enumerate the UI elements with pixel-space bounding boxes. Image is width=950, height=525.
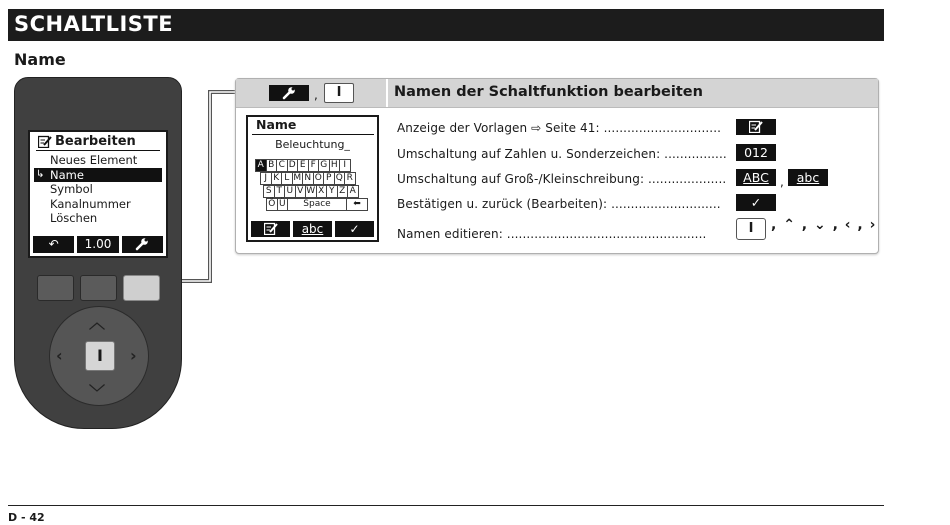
keyboard-row: [255, 159, 350, 172]
dpad-left-icon[interactable]: ‹: [56, 346, 63, 365]
keyboard-key[interactable]: T: [274, 185, 286, 198]
menu-item-symbol[interactable]: Symbol: [50, 182, 93, 196]
keyboard-key[interactable]: Z: [337, 185, 349, 198]
dpad-right-icon[interactable]: ›: [130, 346, 137, 365]
badge-separator: ,: [780, 175, 784, 189]
softkey-wrench[interactable]: [122, 236, 163, 253]
keyboard-key[interactable]: P: [323, 172, 335, 185]
menu-item-name-label: Name: [50, 167, 84, 182]
panel-header-keys: [236, 79, 388, 107]
panel-header: [236, 79, 878, 108]
keyboard-key[interactable]: Y: [326, 185, 338, 198]
wrench-icon: [282, 86, 296, 100]
info-panel: [235, 78, 879, 254]
menu-item-delete[interactable]: Löschen: [50, 211, 98, 225]
wrench-icon: [135, 237, 149, 251]
badge-i-key: I: [736, 218, 766, 240]
keyboard-key[interactable]: V: [295, 185, 307, 198]
name-entry-value[interactable]: Beleuchtung_: [275, 138, 350, 151]
keyboard-key[interactable]: G: [318, 159, 330, 172]
menu-item-new-element[interactable]: Neues Element: [50, 153, 138, 167]
keyboard-key[interactable]: C: [276, 159, 288, 172]
footer-line: [8, 505, 884, 506]
badge-confirm: ✓: [736, 194, 776, 211]
keyboard-space-key[interactable]: Space: [287, 198, 347, 211]
dpad-up-icon[interactable]: ︿: [89, 313, 106, 332]
hardware-button-right[interactable]: [123, 275, 160, 301]
info-row-edit: Namen editieren: ...................................................: [397, 227, 707, 241]
edit-icon: [38, 135, 52, 148]
keyboard-key[interactable]: B: [266, 159, 278, 172]
keyboard-key[interactable]: O: [313, 172, 325, 185]
name-editor-softkeys: [251, 221, 374, 237]
keyboard-key[interactable]: H: [329, 159, 341, 172]
remote-menu: [34, 153, 162, 226]
softkey-back[interactable]: ↶: [33, 236, 74, 253]
softkey-case[interactable]: [293, 221, 332, 237]
keyboard-key[interactable]: U: [284, 185, 296, 198]
keyboard-key[interactable]: A: [255, 159, 267, 172]
keyboard-backspace-key[interactable]: ⬅: [346, 198, 368, 211]
keyboard-key[interactable]: N: [302, 172, 314, 185]
keyboard-key[interactable]: D: [287, 159, 299, 172]
edit-icon: [749, 120, 763, 133]
page-number: D - 42: [8, 511, 45, 524]
remote-control: [14, 77, 182, 429]
remote-screen-title-text: Bearbeiten: [55, 134, 136, 149]
keyboard-key[interactable]: W: [306, 186, 316, 196]
keyboard-key[interactable]: J: [260, 172, 272, 185]
softkey-templates[interactable]: [251, 221, 290, 237]
badge-templates: [736, 119, 776, 135]
menu-item-name[interactable]: [34, 168, 162, 183]
badge-uppercase: ABC: [736, 169, 776, 186]
keyboard-row: [260, 172, 355, 185]
badge-numbers: 012: [736, 144, 776, 161]
badge-lowercase: abc: [788, 169, 828, 186]
keyboard-key[interactable]: M: [293, 173, 302, 183]
remote-softkeys: [33, 236, 163, 253]
info-row-confirm: Bestätigen u. zurück (Bearbeiten): ............................: [397, 197, 721, 211]
name-editor-screen: [246, 115, 379, 242]
info-row-templates: Anzeige der Vorlagen ⇨ Seite 41: ..............................: [397, 121, 722, 135]
keyboard-key[interactable]: E: [297, 159, 309, 172]
keyboard-key[interactable]: Ä: [347, 185, 359, 198]
softkey-case-label: abc: [301, 222, 324, 236]
keyboard-key[interactable]: Q: [334, 172, 346, 185]
menu-item-channel-number[interactable]: Kanalnummer: [50, 196, 131, 211]
softkey-confirm[interactable]: ✓: [335, 221, 374, 237]
info-row-numbers: Umschaltung auf Zahlen u. Sonderzeichen: ................: [397, 147, 727, 161]
info-row-case: Umschaltung auf Groß-/Kleinschreibung: ....................: [397, 172, 727, 186]
keyboard-key[interactable]: X: [316, 185, 328, 198]
keyboard-key[interactable]: Ö: [266, 198, 278, 211]
keyboard-key[interactable]: K: [271, 172, 283, 185]
remote-display: [28, 130, 168, 258]
return-arrow-icon: ↳: [36, 168, 45, 180]
softkey-value[interactable]: 1.00: [77, 236, 118, 253]
keyboard-key[interactable]: L: [281, 172, 293, 185]
hardware-button-left[interactable]: [37, 275, 74, 301]
keyboard-row: [263, 185, 358, 198]
keyboard-key[interactable]: I: [339, 159, 351, 172]
remote-screen-title: [38, 134, 136, 149]
dpad-center-key[interactable]: I: [85, 341, 115, 371]
header-i-key: I: [324, 83, 354, 103]
name-editor-title: Name: [256, 117, 297, 132]
section-title: Name: [14, 50, 66, 69]
keyboard-key[interactable]: R: [344, 172, 356, 185]
edit-icon: [264, 222, 278, 235]
keyboard-key[interactable]: F: [308, 159, 320, 172]
nav-arrows-icon: , ⌃ , ⌄ , ‹ , ›: [771, 217, 877, 233]
hardware-button-middle[interactable]: [80, 275, 117, 301]
header-separator: ,: [314, 88, 318, 102]
header-wrench-key: [269, 85, 309, 101]
panel-title: Namen der Schaltfunktion bearbeiten: [394, 84, 703, 100]
keyboard-key[interactable]: S: [263, 185, 275, 198]
keyboard-row: [266, 198, 367, 211]
page-header-title: SCHALTLISTE: [14, 12, 174, 36]
keyboard-key[interactable]: Ü: [277, 198, 289, 211]
dpad-down-icon[interactable]: ﹀: [89, 383, 106, 402]
